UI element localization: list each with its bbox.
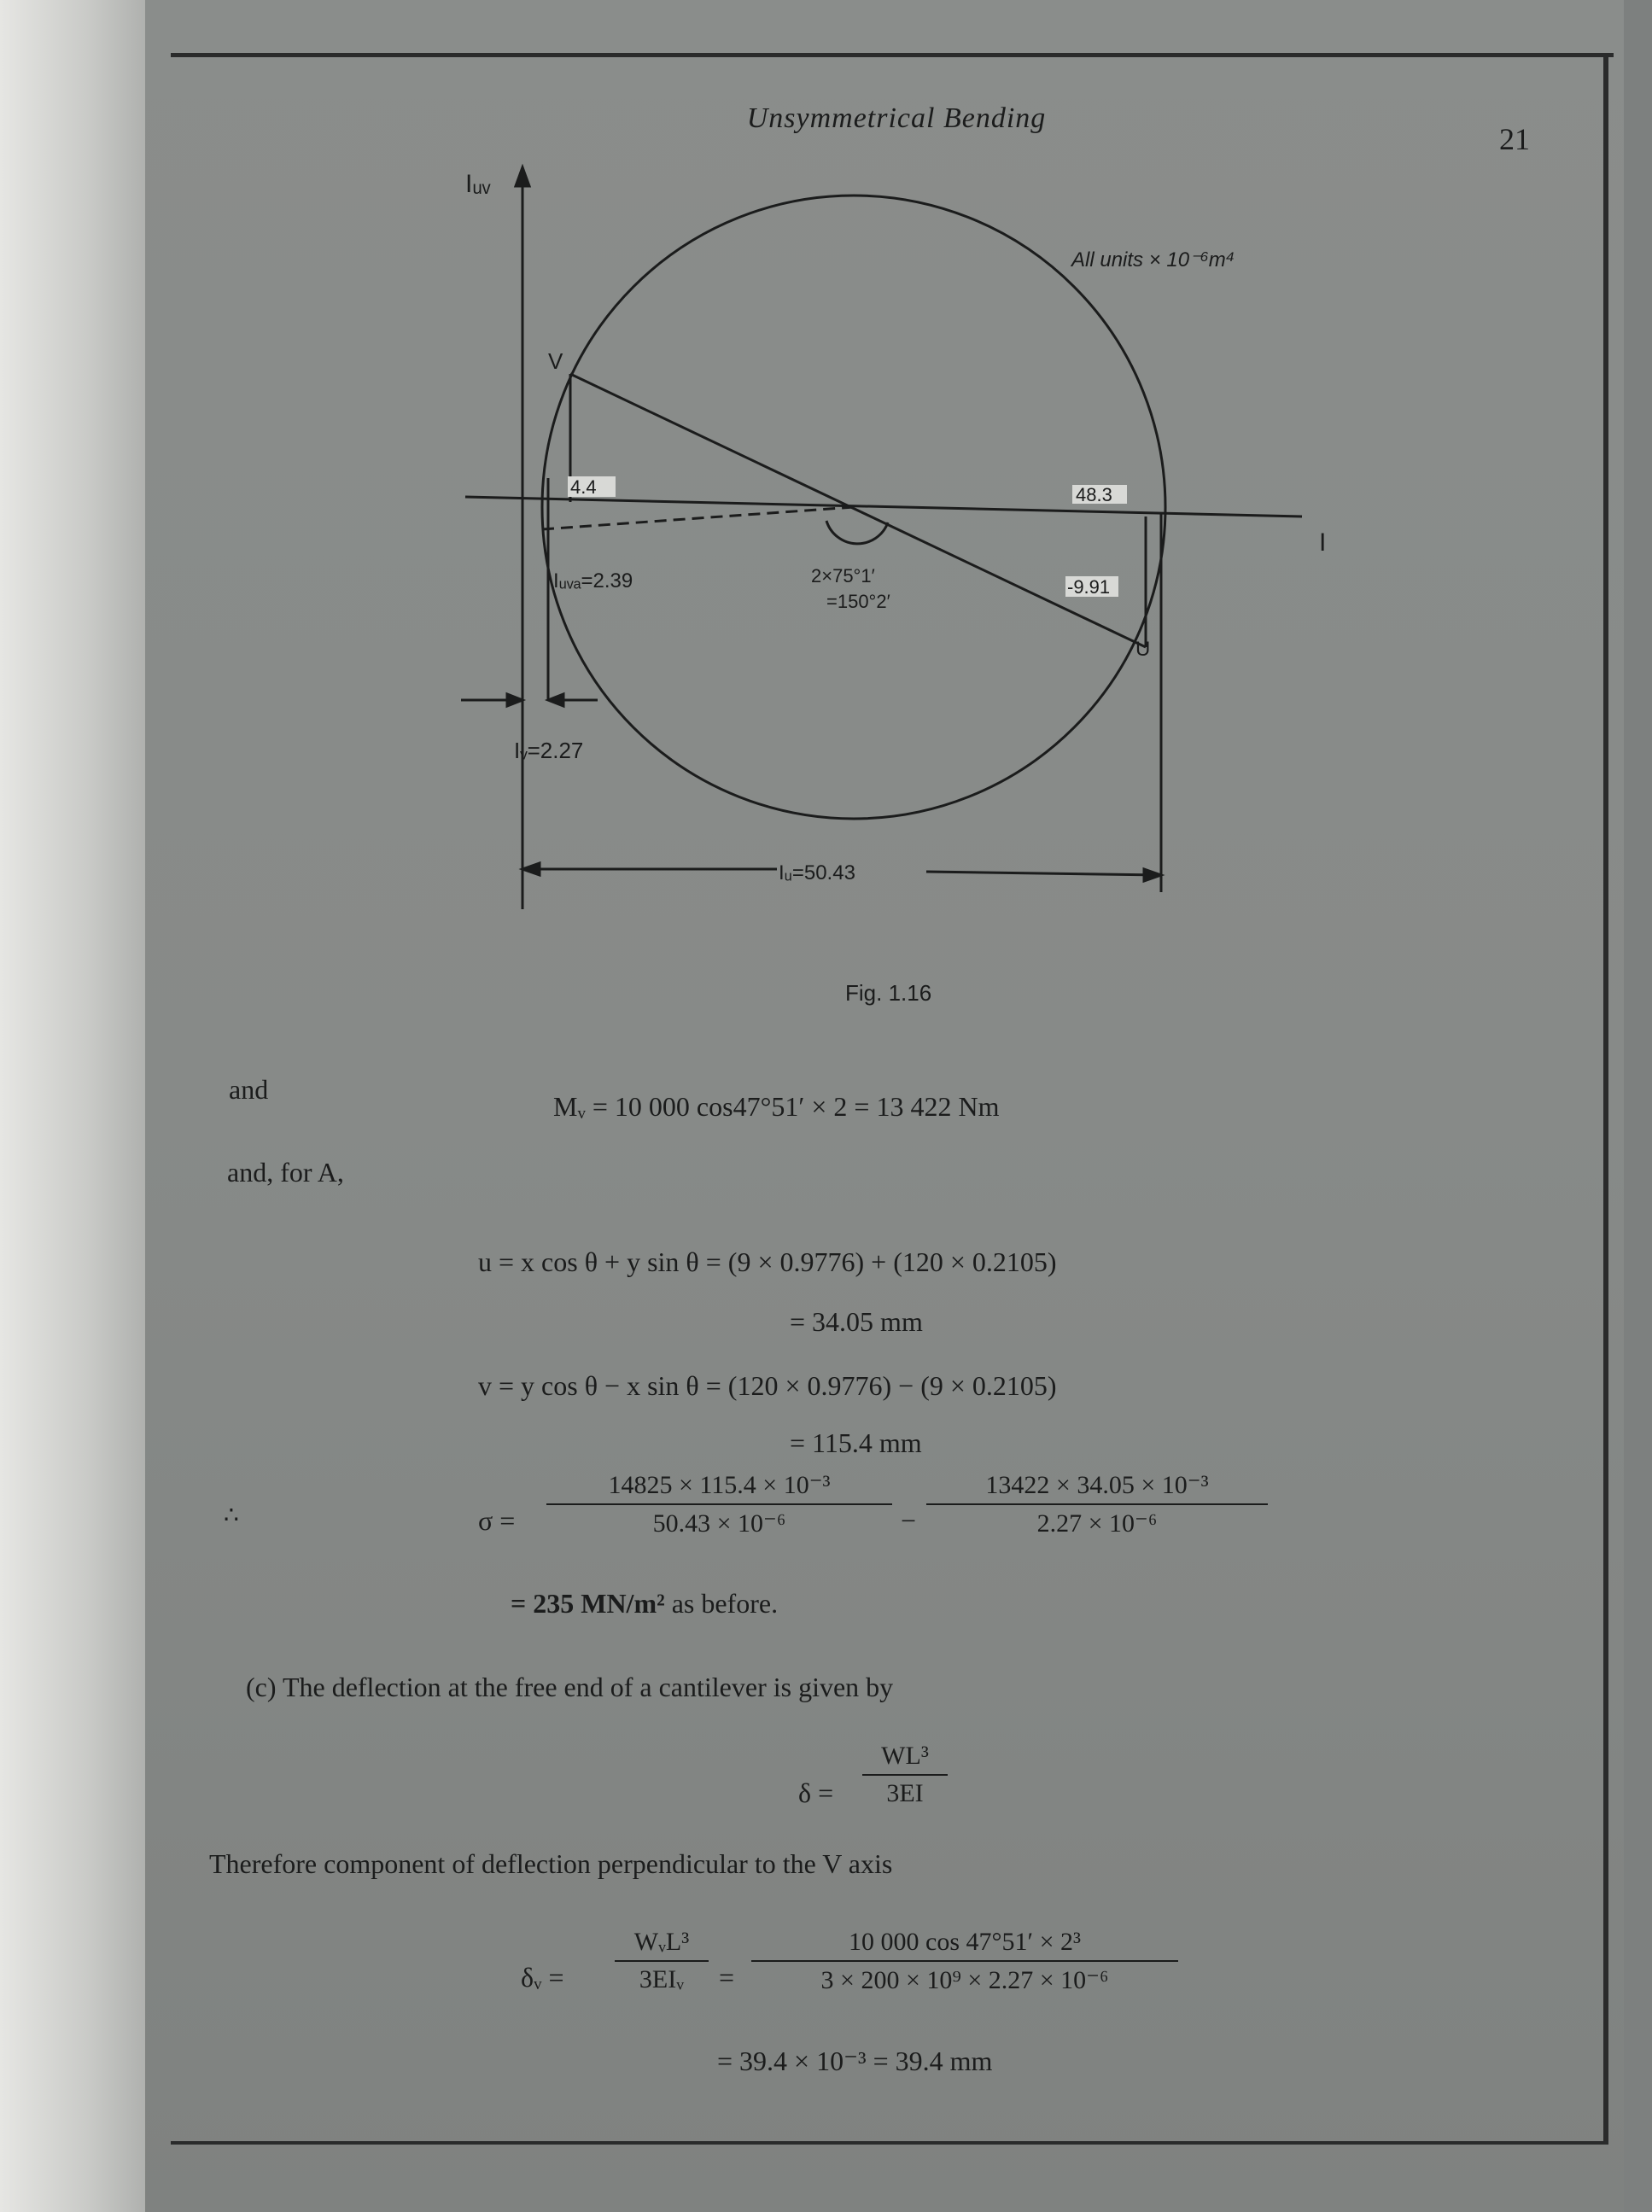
point-u-label: U bbox=[1135, 638, 1151, 661]
eq-v: v = y cos θ − x sin θ = (120 × 0.9776) − (9 × 0.2105) bbox=[478, 1370, 1057, 1401]
text-perpendicular: Therefore component of deflection perpendicular to the V axis bbox=[209, 1848, 893, 1879]
dv-fraction-2 bbox=[751, 1928, 1178, 1995]
dv-den-2: 3 × 200 × 10⁹ × 2.27 × 10⁻⁶ bbox=[820, 1966, 1109, 1994]
angle-arc bbox=[826, 521, 888, 544]
y-axis-label: Iᵤᵥ bbox=[465, 170, 491, 198]
x-axis-line bbox=[465, 497, 1302, 517]
iu-arrow-left bbox=[522, 863, 540, 875]
text-part-c: (c) The deflection at the free end of a cantilever is given by bbox=[246, 1672, 894, 1702]
eq-u: u = x cos θ + y sin θ = (9 × 0.9776) + (120 × 0.2105) bbox=[478, 1246, 1057, 1277]
iv-arrow-right bbox=[548, 694, 563, 706]
sigma-den-2: 2.27 × 10⁻⁶ bbox=[1036, 1509, 1158, 1538]
text-and: and bbox=[229, 1074, 269, 1105]
dv-result: = 39.4 × 10⁻³ = 39.4 mm bbox=[717, 2046, 993, 2076]
label-48-3: 48.3 bbox=[1076, 484, 1112, 505]
sigma-num-1: 14825 × 115.4 × 10⁻³ bbox=[608, 1471, 831, 1499]
units-note: All units × 10⁻⁶m⁴ bbox=[1071, 248, 1235, 271]
point-v-label: V bbox=[548, 348, 563, 374]
sigma-result-value: = 235 MN/m² bbox=[511, 1588, 665, 1619]
sigma-lhs: σ = bbox=[478, 1505, 516, 1536]
eq-v-result: = 115.4 mm bbox=[790, 1427, 922, 1458]
iv-arrow-left bbox=[507, 694, 522, 706]
label-iv: Iᵥ=2.27 bbox=[514, 738, 584, 763]
equals-sign: = bbox=[719, 1962, 735, 1993]
delta-num: WL³ bbox=[881, 1742, 929, 1770]
page-border-bottom bbox=[171, 2141, 1608, 2145]
label-angle-b: =150°2′ bbox=[826, 591, 890, 612]
dv-fraction-1 bbox=[615, 1928, 709, 1994]
mohr-circle-figure bbox=[0, 0, 1652, 1024]
sigma-result bbox=[511, 1588, 778, 1620]
sigma-fraction-1 bbox=[546, 1470, 892, 1538]
eq-mv: Mᵥ = 10 000 cos47°51′ × 2 = 13 422 Nm bbox=[553, 1091, 1000, 1122]
text-and-for-a: and, for A, bbox=[227, 1157, 344, 1188]
therefore-symbol: ∴ bbox=[224, 1503, 239, 1529]
page-number: 21 bbox=[1499, 122, 1530, 156]
eq-u-result: = 34.05 mm bbox=[790, 1306, 923, 1337]
label-iuv-a: Iᵤᵥₐ=2.39 bbox=[553, 569, 633, 592]
dv-lhs: δᵥ = bbox=[521, 1962, 564, 1993]
label-4-4: 4.4 bbox=[570, 476, 597, 498]
minus-sign: − bbox=[901, 1505, 917, 1536]
dv-num-1: WᵥL³ bbox=[633, 1928, 690, 1956]
delta-den: 3EI bbox=[886, 1779, 924, 1807]
dv-num-2: 10 000 cos 47°51′ × 2³ bbox=[849, 1928, 1081, 1956]
sigma-num-2: 13422 × 34.05 × 10⁻³ bbox=[985, 1471, 1209, 1499]
label-iu: Iᵤ=50.43 bbox=[779, 861, 855, 884]
x-axis-label: I bbox=[1319, 528, 1327, 557]
figure-caption: Fig. 1.16 bbox=[845, 980, 932, 1006]
sigma-fraction-2 bbox=[926, 1470, 1268, 1538]
delta-lhs: δ = bbox=[798, 1777, 834, 1808]
running-header: Unsymmetrical Bending bbox=[746, 102, 1047, 134]
sigma-result-tail: as before. bbox=[671, 1588, 779, 1619]
sigma-den-1: 50.43 × 10⁻⁶ bbox=[652, 1509, 786, 1538]
delta-fraction bbox=[862, 1742, 948, 1808]
dashed-line bbox=[542, 507, 854, 529]
y-axis-arrow bbox=[516, 167, 529, 186]
dv-den-1: 3EIᵥ bbox=[639, 1965, 685, 1993]
iu-arrow-right bbox=[1144, 869, 1161, 881]
label-angle-a: 2×75°1′ bbox=[811, 565, 875, 587]
iu-dim-line-right bbox=[926, 872, 1161, 875]
label-neg-9-91: -9.91 bbox=[1067, 576, 1111, 598]
